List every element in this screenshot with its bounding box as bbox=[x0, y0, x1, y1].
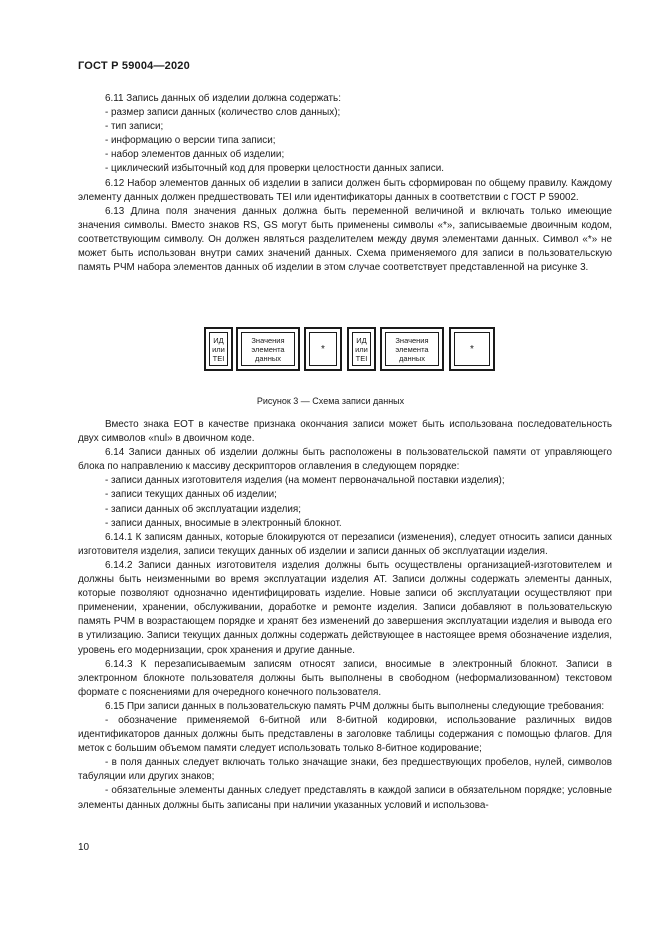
paragraph: - обозначение применяемой 6-битной или 8-битной кодировки, использование различных видов идентификаторов данных должны быть представлены в заголовке таблицы содержания с помощью флагов. Для меток с большим объемом памяти следует использовать только 8-битное кодирование; bbox=[78, 714, 612, 755]
value-box-line: элемента bbox=[395, 344, 429, 354]
page-number: 10 bbox=[78, 842, 90, 853]
list-item: - записи данных, вносимые в электронный блокнот. bbox=[105, 517, 342, 529]
value-box-2 bbox=[380, 327, 444, 371]
paragraph: 6.13 Длина поля значения данных должна быть переменной величиной и включать только имеющие значения символы. Вместо знаков RS, GS могут быть применены символы «*», записываемые двоичным кодом, соответствующим символу. Он должен являться разделителем между двумя элементами данных. Символ «*» не может быть использован внутри самих значений данных. Схема применяемого для записи в пользовательскую память РЧМ набора элементов данных об изделии в этом случае соответствует представленной на рисунке 3. bbox=[78, 205, 612, 274]
list-item: - тип записи; bbox=[105, 121, 164, 133]
separator-star: * bbox=[454, 332, 490, 366]
document-header: ГОСТ Р 59004—2020 bbox=[78, 60, 190, 72]
paragraph: 6.14 Записи данных об изделии должны быть расположены в пользовательской памяти от управляющего блока по направлению к массиву дескрипторов оглавления в следующем порядке: bbox=[78, 447, 612, 473]
value-box-line: данных bbox=[399, 353, 425, 363]
text-block-1 bbox=[78, 92, 612, 275]
value-box-line: Значения bbox=[251, 335, 285, 345]
paragraph: 6.12 Набор элементов данных об изделии в записи должен быть сформирован по общему правилу. Каждому элементу данных должен предшествовать TEI или идентификаторы данных в соответствии с ГОСТ Р 59002. bbox=[78, 177, 612, 203]
id-box-line: TEI bbox=[355, 353, 368, 363]
id-box-2 bbox=[347, 327, 376, 371]
value-box-1 bbox=[236, 327, 300, 371]
id-box-1 bbox=[204, 327, 233, 371]
paragraph: 6.14.1 К записям данных, которые блокируются от перезаписи (изменения), следует относить записи данных изготовителя изделия, записи текущих данных об изделии и записи данных об эксплуатации изделия. bbox=[78, 531, 612, 557]
value-box-line: данных bbox=[255, 353, 281, 363]
list-item: - циклический избыточный код для проверки целостности данных записи. bbox=[105, 163, 444, 175]
id-box-line: ИД bbox=[356, 335, 367, 345]
paragraph: 6.15 При записи данных в пользовательскую память РЧМ должны быть выполнены следующие требования: bbox=[105, 700, 605, 712]
list-item: - записи данных изготовителя изделия (на момент первоначальной поставки изделия); bbox=[105, 475, 505, 487]
id-box-line: ИД bbox=[213, 335, 224, 345]
id-box-line: или bbox=[212, 344, 225, 354]
paragraph: - в поля данных следует включать только значащие знаки, без предшествующих пробелов, нулей, символов табуляции или других знаков; bbox=[78, 757, 612, 783]
id-box-line: TEI bbox=[212, 353, 225, 363]
paragraph: 6.11 Запись данных об изделии должна содержать: bbox=[105, 93, 341, 104]
value-box-line: Значения bbox=[395, 335, 429, 345]
list-item: - информацию о версии типа записи; bbox=[105, 135, 276, 147]
list-item: - набор элементов данных об изделии; bbox=[105, 149, 285, 161]
list-item: - записи данных об эксплуатации изделия; bbox=[105, 503, 302, 515]
separator-box-1 bbox=[304, 327, 342, 371]
separator-box-2 bbox=[449, 327, 495, 371]
paragraph: Вместо знака EOT в качестве признака окончания записи может быть использована последовательность двух символов «nul» в двоичном коде. bbox=[78, 419, 612, 445]
list-item: - записи текущих данных об изделии; bbox=[105, 489, 277, 501]
id-box-line: или bbox=[355, 344, 368, 354]
paragraph: 6.14.2 Записи данных изготовителя изделия должны быть осуществлены организацией-изготовителем и должны быть неизменными во время эксплуатации изделия АТ. Записи должны содержать элементы данных, которые позволяют однозначно идентифицировать изделие. Новые записи об эксплуатации осуществляют при применении, хранении, обслуживании, доработке и ремонте изделия. Записи добавляют в пользовательскую память РЧМ в возрастающем порядке и хранят без изменений до завершения эксплуатации изделия и вывода его в утилизацию. Записи текущих данных должны содержать действующее в настоящее время обозначение изделия, уровень его модернизации, срок хранения и другие данные. bbox=[78, 559, 612, 656]
text-block-2 bbox=[78, 418, 612, 813]
separator-star: * bbox=[309, 332, 337, 366]
record-scheme-diagram bbox=[200, 327, 500, 373]
paragraph: 6.14.3 К перезаписываемым записям относят записи, вносимые в электронный блокнот. Записи в электронном блокноте пользователя должны быть выполнены в свободном (неформализованном) текстовом формате с пояснениями для очередного конечного пользователя. bbox=[78, 658, 612, 698]
list-item: - размер записи данных (количество слов данных); bbox=[105, 107, 341, 119]
value-box-line: элемента bbox=[251, 344, 285, 354]
figure-caption: Рисунок 3 — Схема записи данных bbox=[256, 396, 405, 406]
paragraph: - обязательные элементы данных следует представлять в каждой записи в обязательном порядке; условные элементы данных должны быть записаны при наличии указанных условий и использова- bbox=[78, 785, 612, 811]
